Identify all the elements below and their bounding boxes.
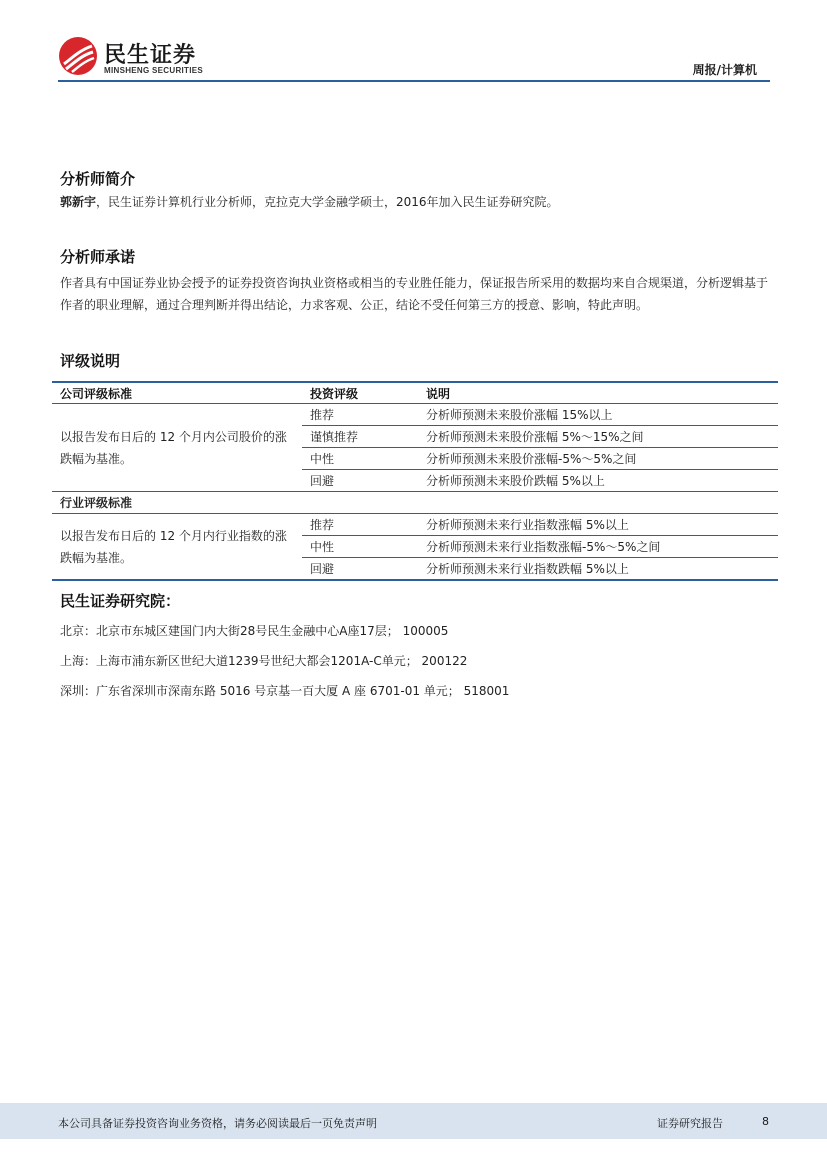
company-rating: 中性 [302, 448, 418, 470]
industry-rating-desc: 分析师预测未来行业指数涨幅-5%～5%之间 [418, 536, 778, 558]
analyst-commitment-text: 作者具有中国证券业协会授予的证券投资咨询执业资格或相当的专业胜任能力，保证报告所采用的数据均来自合规渠道，分析逻辑基于作者的职业理解，通过合理判断并得出结论，力求客观、公正，结论不受任何第三方的授意、影响，特此声明。 [60, 276, 769, 312]
minsheng-logo-icon [58, 36, 98, 76]
header-investment-rating: 投资评级 [302, 382, 418, 404]
company-rating-desc: 分析师预测未来股价涨幅 15%以上 [418, 404, 778, 426]
table-row [52, 404, 778, 426]
brand-name-en: MINSHENG SECURITIES [104, 66, 204, 75]
company-rating-desc: 分析师预测未来股价涨幅-5%～5%之间 [418, 448, 778, 470]
header-company-standard: 公司评级标准 [52, 382, 302, 404]
industry-rating-desc: 分析师预测未来行业指数跌幅 5%以上 [418, 558, 778, 581]
table-row [52, 514, 778, 536]
analyst-name: 郭新宇 [60, 195, 97, 209]
industry-rating-desc: 分析师预测未来行业指数涨幅 5%以上 [418, 514, 778, 536]
address-shenzhen: 深圳：广东省深圳市深南东路 5016 号京基一百大厦 A 座 6701-01 单元； 518001 [60, 684, 510, 698]
industry-rating: 回避 [302, 558, 418, 581]
header-description: 说明 [418, 382, 778, 404]
report-type: 周报/计算机 [692, 63, 757, 77]
header-industry-standard: 行业评级标准 [52, 492, 302, 514]
industry-header-row [52, 492, 778, 514]
footer-disclaimer: 本公司具备证券投资咨询业务资格，请务必阅读最后一页免责声明 [58, 1117, 377, 1130]
company-rating-desc: 分析师预测未来股价跌幅 5%以上 [418, 470, 778, 492]
company-rating: 回避 [302, 470, 418, 492]
minsheng-logo [58, 36, 218, 80]
page-number: 8 [762, 1115, 769, 1128]
institute-title: 民生证券研究院： [60, 592, 181, 610]
company-rating-desc: 分析师预测未来股价涨幅 5%～15%之间 [418, 426, 778, 448]
address-shanghai: 上海：上海市浦东新区世纪大道1239号世纪大都会1201A-C单元； 200122 [60, 654, 468, 668]
analyst-bio: ，民生证券计算机行业分析师，克拉克大学金融学硕士，2016年加入民生证券研究院。 [96, 195, 559, 209]
industry-basis: 以报告发布日后的 12 个月内行业指数的涨跌幅为基准。 [52, 514, 302, 581]
rating-table-header [52, 382, 778, 404]
analyst-commitment-title: 分析师承诺 [60, 248, 136, 266]
header-divider [58, 80, 770, 82]
company-basis: 以报告发布日后的 12 个月内公司股价的涨跌幅为基准。 [52, 404, 302, 492]
company-rating: 推荐 [302, 404, 418, 426]
analyst-intro-title: 分析师简介 [60, 170, 136, 188]
industry-rating: 中性 [302, 536, 418, 558]
empty-cell [302, 492, 418, 514]
industry-rating: 推荐 [302, 514, 418, 536]
footer-doc-type: 证券研究报告 [657, 1117, 723, 1130]
rating-table [52, 381, 778, 581]
brand-name-cn: 民生证券 [104, 43, 197, 68]
rating-explanation-title: 评级说明 [60, 352, 121, 370]
analyst-intro-text [60, 191, 770, 213]
page-footer [0, 1103, 827, 1139]
address-beijing: 北京：北京市东城区建国门内大街28号民生金融中心A座17层； 100005 [60, 624, 449, 638]
empty-cell [418, 492, 778, 514]
company-rating: 谨慎推荐 [302, 426, 418, 448]
